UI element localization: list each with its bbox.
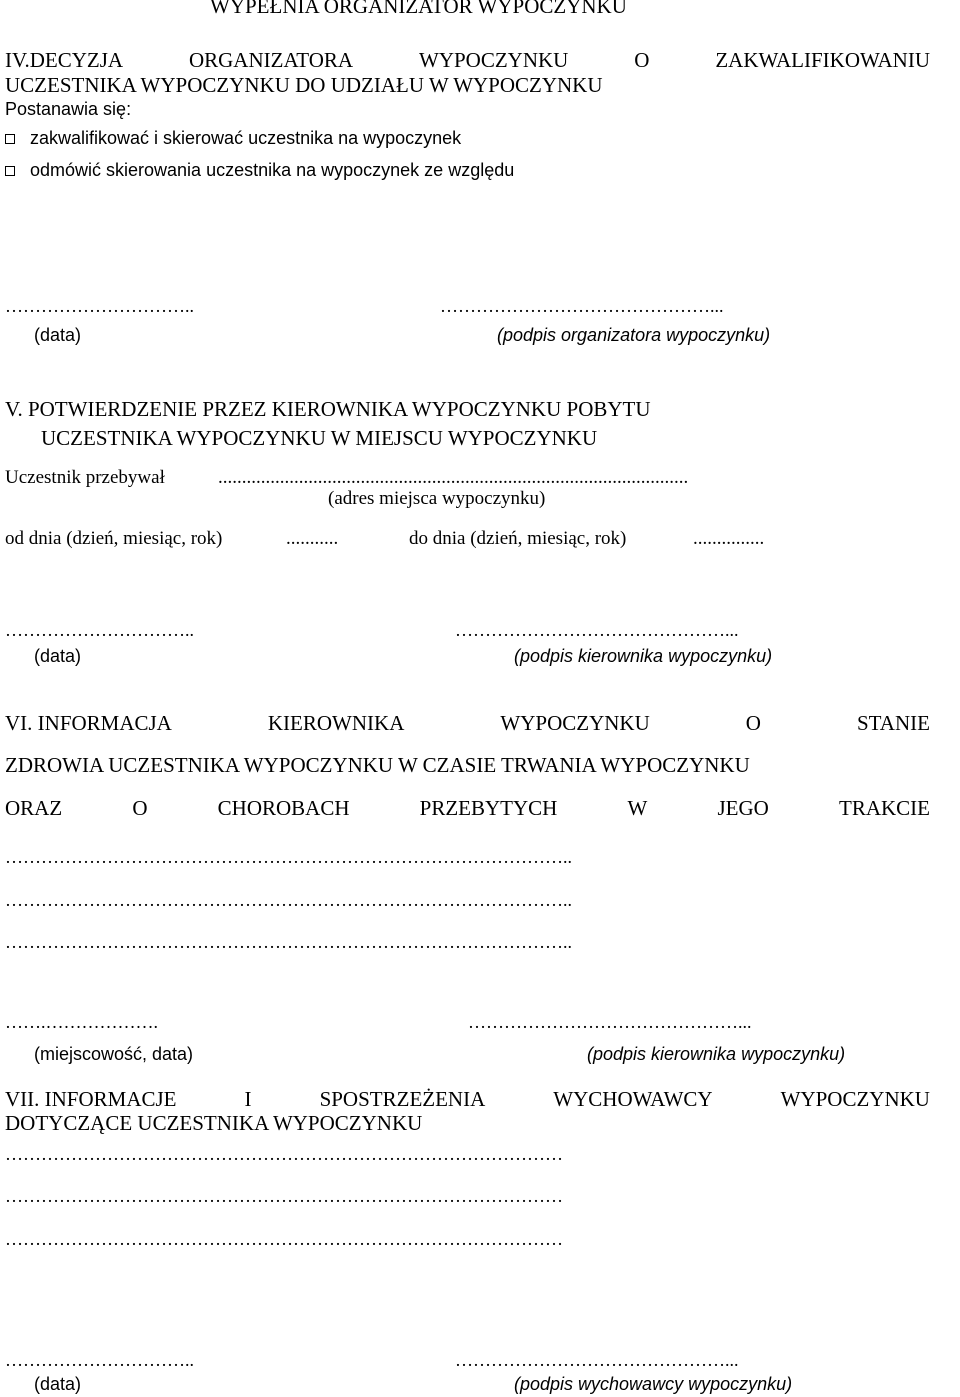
from-dots: ........... — [286, 528, 339, 549]
section-vii-title-line1 — [5, 1087, 930, 1112]
vi-blank-line: ………………………………………………………………………………….. — [5, 847, 572, 867]
vii-blank-line: ………………………………………………………………………………… — [5, 1229, 563, 1249]
section-vi-word: O — [132, 796, 148, 820]
section-iv-title-line2: UCZESTNIKA WYPOCZYNKU DO UDZIAŁU W WYPOCZYNKU — [5, 73, 603, 97]
option-refuse-label: odmówić skierowania uczestnika na wypoczynek ze względu — [30, 160, 515, 180]
section-vi-word: W — [627, 796, 648, 820]
section-vi-title-line2: ZDROWIA UCZESTNIKA WYPOCZYNKU W CZASIE TRWANIA WYPOCZYNKU — [5, 753, 750, 777]
iv-date-label: (data) — [34, 325, 82, 345]
section-vii-word: I — [244, 1087, 252, 1111]
section-vii-word: WYCHOWAWCY — [553, 1087, 713, 1111]
top-header: WYPEŁNIA ORGANIZATOR WYPOCZYNKU — [210, 0, 627, 18]
stay-label: Uczestnik przebywał — [5, 467, 165, 488]
section-vi-word: TRAKCIE — [839, 796, 930, 820]
v-sign-dots: ………………………………………... — [455, 620, 739, 640]
iv-date-dots: ………………………….. — [5, 296, 194, 316]
section-vi-title-line3 — [5, 796, 930, 821]
option-qualify-label: zakwalifikować i skierować uczestnika na wypoczynek — [30, 128, 462, 148]
option-qualify — [5, 128, 461, 149]
section-iv-number-decision: IV.DECYZJA — [5, 48, 124, 72]
checkbox-qualify[interactable] — [5, 134, 15, 144]
section-iv-word: ZAKWALIFIKOWANIU — [715, 48, 930, 72]
section-vi-word: STANIE — [856, 711, 930, 735]
section-vi-word: VI. INFORMACJA — [5, 711, 172, 735]
v-date-dots: ………………………….. — [5, 620, 194, 640]
section-vi-word: PRZEBYTYCH — [419, 796, 558, 820]
vi-place-date-label: (miejscowość, data) — [34, 1044, 194, 1064]
section-v-title-line2: UCZESTNIKA WYPOCZYNKU W MIEJSCU WYPOCZYNKU — [41, 426, 598, 450]
section-v-title-line1: V. POTWIERDZENIE PRZEZ KIEROWNIKA WYPOCZYNKU POBYTU — [5, 397, 651, 421]
section-iv-word: ORGANIZATORA — [188, 48, 354, 72]
vi-place-date-dots: …….………………. — [5, 1012, 158, 1032]
decision-intro: Postanawia się: — [5, 99, 132, 119]
vi-sign-dots: ………………………………………... — [468, 1012, 752, 1032]
section-vi-word: JEGO — [717, 796, 769, 820]
section-iv-title-line1 — [5, 48, 930, 73]
vii-date-label: (data) — [34, 1374, 82, 1394]
to-dots: ............... — [693, 528, 765, 549]
section-iv-word: WYPOCZYNKU — [419, 48, 569, 72]
iv-sign-label: (podpis organizatora wypoczynku) — [497, 325, 771, 345]
option-refuse — [5, 160, 514, 181]
vi-sign-label: (podpis kierownika wypoczynku) — [587, 1044, 846, 1064]
vii-sign-label: (podpis wychowawcy wypoczynku) — [514, 1374, 793, 1394]
vi-blank-line: ………………………………………………………………………………….. — [5, 932, 572, 952]
section-iv-word: O — [634, 48, 650, 72]
vii-blank-line: ………………………………………………………………………………… — [5, 1186, 563, 1206]
section-vii-title-line2: DOTYCZĄCE UCZESTNIKA WYPOCZYNKU — [5, 1111, 423, 1135]
to-label: do dnia (dzień, miesiąc, rok) — [409, 528, 627, 549]
section-vi-word: ORAZ — [5, 796, 63, 820]
section-vi-word: CHOROBACH — [217, 796, 350, 820]
v-sign-label: (podpis kierownika wypoczynku) — [514, 646, 773, 666]
section-vii-word: WYPOCZYNKU — [780, 1087, 930, 1111]
from-label: od dnia (dzień, miesiąc, rok) — [5, 528, 223, 549]
vii-blank-line: ………………………………………………………………………………… — [5, 1144, 563, 1164]
section-vi-word: O — [745, 711, 761, 735]
section-vii-word: SPOSTRZEŻENIA — [319, 1087, 486, 1111]
iv-sign-dots: ………………………………………... — [440, 296, 724, 316]
v-date-label: (data) — [34, 646, 82, 666]
vii-date-dots: ………………………….. — [5, 1350, 194, 1370]
section-vii-word: VII. INFORMACJE — [5, 1087, 177, 1111]
checkbox-refuse[interactable] — [5, 166, 15, 176]
stay-dots: ................................................................................................... — [218, 467, 689, 488]
vi-blank-line: ………………………………………………………………………………….. — [5, 890, 572, 910]
address-hint: (adres miejsca wypoczynku) — [328, 488, 546, 509]
vii-sign-dots: ………………………………………... — [455, 1350, 739, 1370]
section-vi-word: KIEROWNIKA — [267, 711, 405, 735]
section-vi-word: WYPOCZYNKU — [500, 711, 650, 735]
section-vi-title-line1 — [5, 711, 930, 736]
